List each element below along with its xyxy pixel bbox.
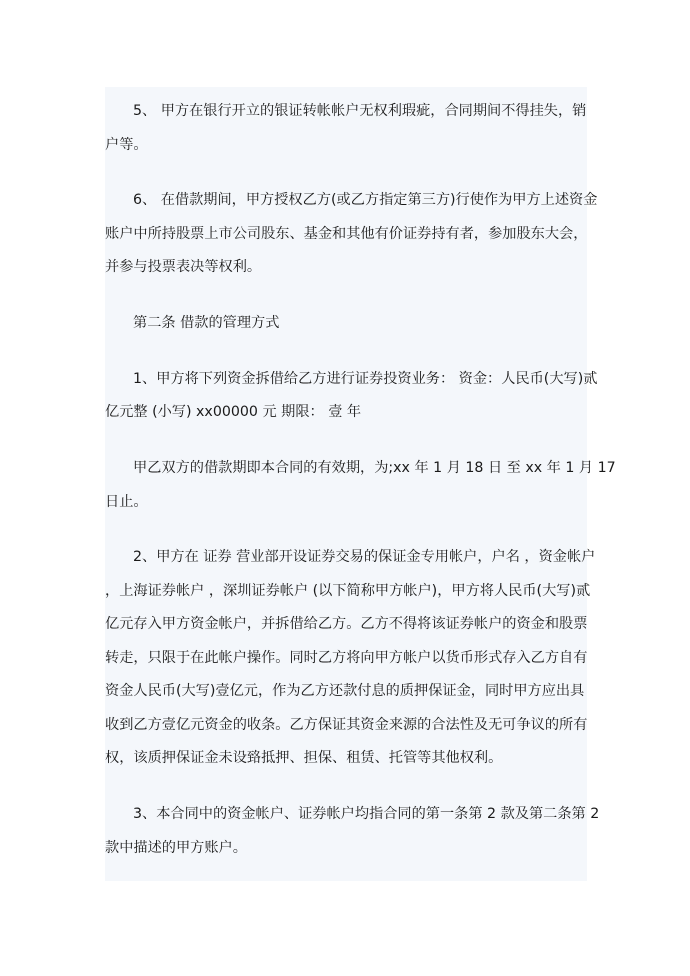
article-2-item-1-line-1: 1、甲方将下列资金拆借给乙方进行证券投资业务： 资金：人民币(大写)贰 xyxy=(133,371,598,387)
article-2-item-2-line-6: 收到乙方壹亿元资金的收条。乙方保证其资金来源的合法性及无可争议的所有 xyxy=(105,717,588,733)
clause-5-line-2: 户等。 xyxy=(105,137,148,153)
clause-5-line-1: 5、 甲方在银行开立的银证转帐帐户无权利瑕疵，合同期间不得挂失，销 xyxy=(133,103,587,119)
loan-period-line-1: 甲乙双方的借款期即本合同的有效期，为;xx 年 1 月 18 日 至 xx 年 1 月 17 xyxy=(133,460,616,476)
article-2-item-2-line-5: 资金人民币(大写)壹亿元，作为乙方还款付息的质押保证金，同时甲方应出具 xyxy=(105,683,585,699)
article-2-item-3-line-2: 款中描述的甲方账户。 xyxy=(105,840,247,856)
article-2-item-2-line-3: 亿元存入甲方资金帐户，并拆借给乙方。乙方不得将该证券帐户的资金和股票 xyxy=(105,616,588,632)
clause-6-line-3: 并参与投票表决等权利。 xyxy=(105,259,262,275)
clause-6-line-2: 账户中所持股票上市公司股东、基金和其他有价证券持有者，参加股东大会， xyxy=(105,226,588,242)
article-2-item-2-line-4: 转走，只限于在此帐户操作。同时乙方将向甲方帐户以货币形式存入乙方自有 xyxy=(105,650,588,666)
loan-period-line-2: 日止。 xyxy=(105,494,148,510)
article-2-item-3-line-1: 3、本合同中的资金帐户、证券帐户均指合同的第一条第 2 款及第二条第 2 xyxy=(133,806,600,822)
clause-6-line-1: 6、 在借款期间，甲方授权乙方(或乙方指定第三方)行使作为甲方上述资金 xyxy=(133,192,598,208)
article-2-item-2-line-1: 2、甲方在 证券 营业部开设证券交易的保证金专用帐户，户名 ，资金帐户 xyxy=(133,549,596,565)
document-page xyxy=(105,87,616,881)
article-2-item-2-line-2: ，上海证券帐户 ，深圳证券帐户 (以下简称甲方帐户)，甲方将人民币(大写)贰 xyxy=(105,583,591,599)
article-2-item-1-line-2: 亿元整 (小写) xx00000 元 期限： 壹 年 xyxy=(105,404,362,420)
article-2-item-2-line-7: 权，该质押保证金未设臵抵押、担保、租赁、托管等其他权利。 xyxy=(105,750,503,766)
article-2-heading: 第二条 借款的管理方式 xyxy=(133,315,280,331)
